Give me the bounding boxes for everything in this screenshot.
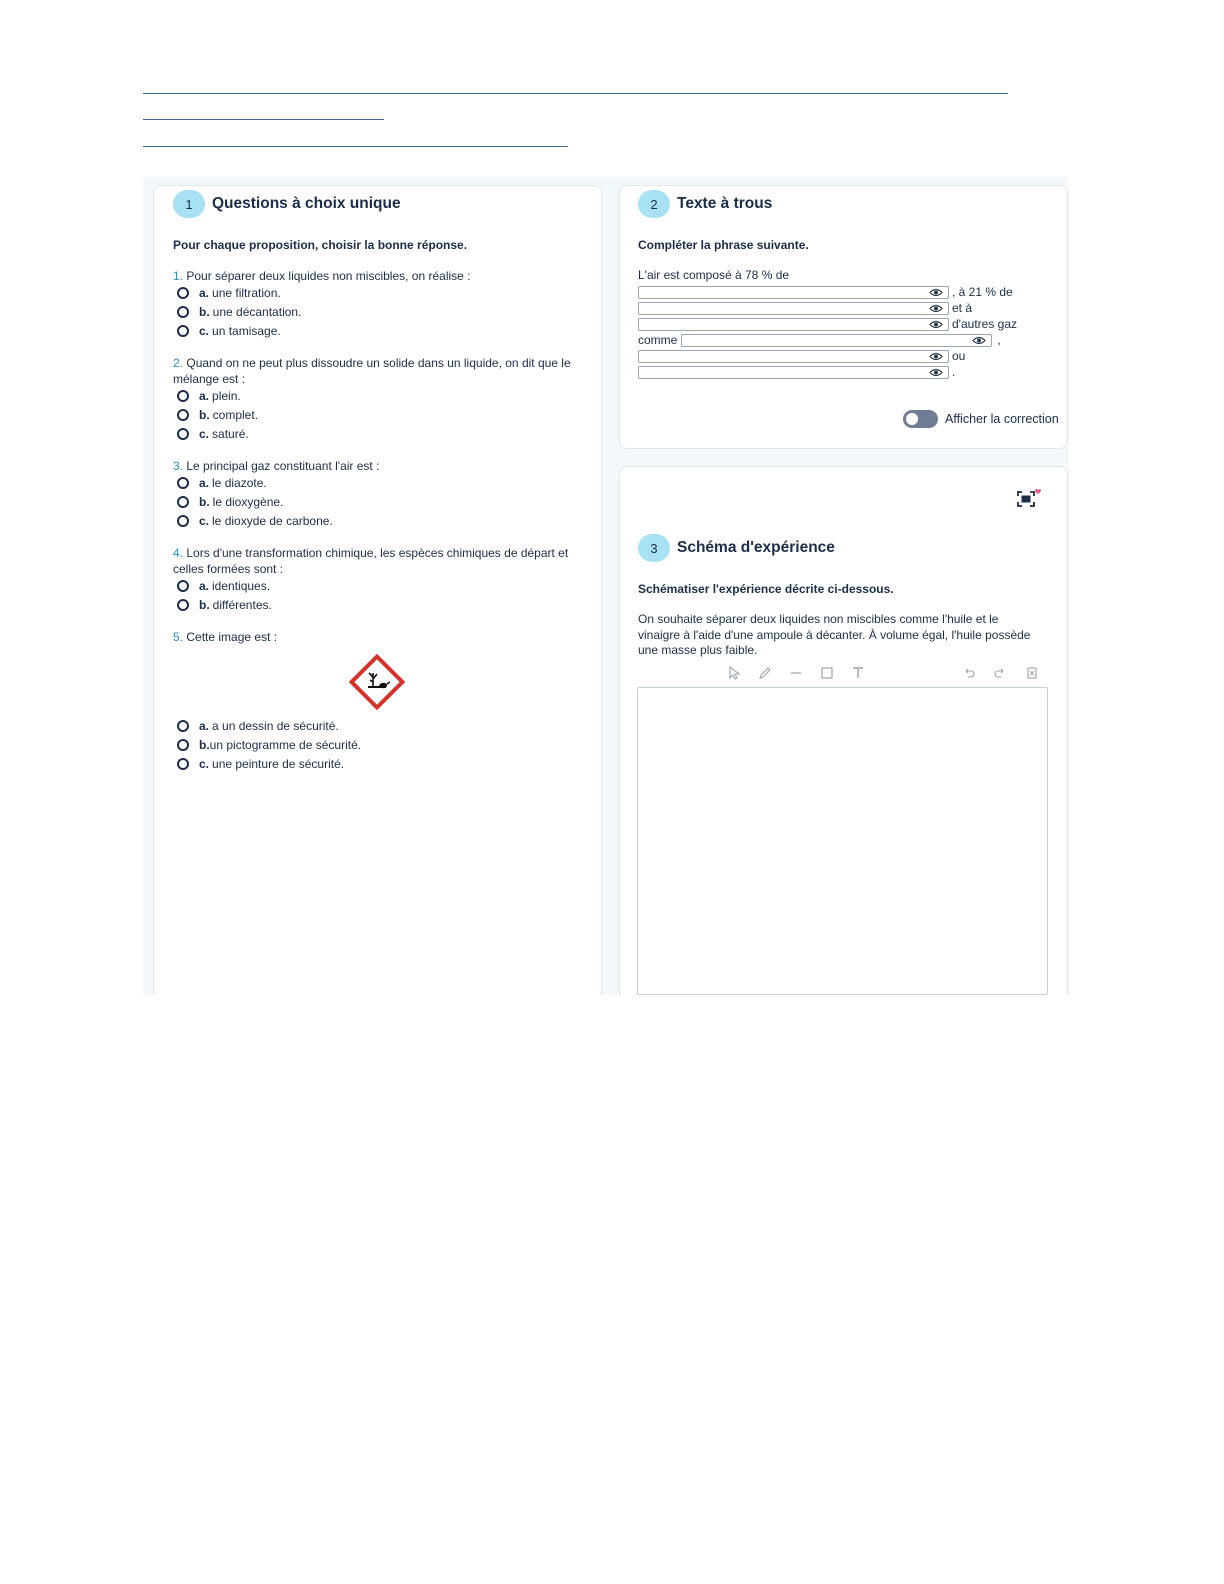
option-text: complet. (212, 408, 259, 423)
card-header (638, 534, 835, 562)
option-letter: b. (199, 305, 210, 320)
sentence-text: d'autres gaz (952, 317, 1017, 331)
sentence-text: et à (952, 301, 973, 315)
sentence-text: ou (952, 349, 966, 363)
eye-icon[interactable] (929, 304, 943, 313)
text-icon[interactable] (851, 666, 865, 680)
question (173, 458, 583, 530)
radio-button[interactable] (177, 325, 189, 337)
radio-button[interactable] (177, 739, 189, 751)
sentence-text: , (997, 333, 1001, 347)
answer-option[interactable] (177, 754, 583, 773)
option-letter: b. (199, 408, 210, 423)
answer-option[interactable] (177, 493, 583, 512)
card-header (638, 190, 772, 218)
page-background (0, 995, 1224, 1584)
question (173, 355, 583, 443)
radio-button[interactable] (177, 428, 189, 440)
question-number: 3. (173, 459, 184, 473)
answer-option[interactable] (177, 387, 583, 406)
option-letter: c. (199, 756, 210, 771)
blank-input[interactable] (638, 366, 949, 379)
exercise-description: On souhaite séparer deux liquides non miscibles comme l'huile et le vinaigre à l'aide d'une ampoule à décanter. À volume égal, l'huile possède une masse plus faible. (638, 612, 1031, 657)
sentence-text: L'air est composé à 78 % de (638, 268, 790, 282)
question (173, 545, 583, 614)
fill-row (638, 301, 972, 315)
answer-option[interactable] (177, 717, 583, 736)
option-text: un pictogramme de sécurité. (209, 738, 362, 753)
option-text: le dioxygène. (212, 495, 284, 510)
sentence-text: . (952, 365, 956, 379)
question-number: 4. (173, 546, 184, 560)
option-letter: c. (199, 513, 210, 528)
fill-row (638, 333, 1001, 347)
option-text: plein. (212, 389, 241, 404)
show-correction-toggle[interactable] (903, 410, 1059, 428)
eye-icon[interactable] (929, 320, 943, 329)
answer-line (143, 93, 1008, 94)
exercise-instruction: Pour chaque proposition, choisir la bonne réponse. (173, 238, 468, 252)
answer-option[interactable] (177, 406, 583, 425)
question-number: 1. (173, 269, 184, 283)
exercise-instruction: Schématiser l'expérience décrite ci-dessous. (638, 582, 894, 596)
eye-icon[interactable] (929, 352, 943, 361)
answer-option[interactable] (177, 577, 583, 596)
option-letter: c. (199, 323, 210, 338)
answer-option[interactable] (177, 736, 583, 755)
pencil-icon[interactable] (758, 666, 772, 680)
exercise-title: Questions à choix unique (212, 195, 401, 212)
question-text: Le principal gaz constituant l'air est : (186, 459, 380, 473)
answer-option[interactable] (177, 596, 583, 615)
blank-input[interactable] (638, 302, 949, 315)
radio-button[interactable] (177, 599, 189, 611)
question-text: Lors d'une transformation chimique, les espèces chimiques de départ et celles formées sont : (173, 546, 569, 576)
card-header (173, 190, 401, 218)
blank-input[interactable] (638, 286, 949, 299)
answer-option[interactable] (177, 474, 583, 493)
radio-button[interactable] (177, 515, 189, 527)
radio-button[interactable] (177, 580, 189, 592)
eye-icon[interactable] (972, 336, 986, 345)
sentence-text: , à 21 % de (952, 285, 1013, 299)
option-text: une décantation. (212, 305, 302, 320)
environment-hazard-icon (346, 651, 408, 713)
exercise-number-badge: 1 (173, 190, 205, 218)
rectangle-icon[interactable] (820, 666, 834, 680)
exercise-instruction: Compléter la phrase suivante. (638, 238, 809, 252)
answer-line (143, 119, 384, 120)
fill-row (638, 365, 955, 379)
question (173, 629, 583, 645)
fill-row (638, 285, 1013, 299)
radio-button[interactable] (177, 758, 189, 770)
eye-icon[interactable] (929, 368, 943, 377)
radio-button[interactable] (177, 287, 189, 299)
blank-input[interactable] (638, 350, 949, 363)
option-letter: a. (199, 719, 210, 734)
exercise-number-badge: 3 (638, 534, 670, 562)
fullscreen-icon[interactable] (1016, 488, 1042, 510)
option-text: une filtration. (212, 286, 281, 301)
answer-option[interactable] (177, 424, 583, 443)
blank-input[interactable] (681, 334, 992, 347)
line-icon[interactable] (789, 666, 803, 680)
trash-icon[interactable] (1025, 666, 1039, 680)
question-text: Cette image est : (186, 630, 278, 644)
question-options (173, 717, 583, 773)
cursor-icon[interactable] (727, 666, 741, 680)
sentence-text: comme (638, 333, 678, 347)
question-text: Quand on ne peut plus dissoudre un solide dans un liquide, on dit que le mélange est : (173, 356, 571, 386)
answer-line (143, 146, 568, 147)
option-text: saturé. (212, 426, 249, 441)
redo-icon[interactable] (993, 666, 1007, 680)
question (173, 268, 583, 340)
option-letter: a. (199, 476, 210, 491)
radio-button[interactable] (177, 720, 189, 732)
option-text: un tamisage. (212, 323, 281, 338)
option-text: identiques. (212, 579, 271, 594)
option-letter: a. (199, 579, 210, 594)
radio-button[interactable] (177, 409, 189, 421)
fill-row (638, 317, 1017, 331)
radio-button[interactable] (177, 390, 189, 402)
option-text: le diazote. (212, 476, 267, 491)
option-text: différentes. (212, 598, 272, 613)
toggle-switch[interactable] (903, 410, 938, 428)
radio-button[interactable] (177, 306, 189, 318)
answer-option[interactable] (177, 511, 583, 530)
option-text: le dioxyde de carbone. (212, 513, 333, 528)
option-letter: b. (199, 738, 210, 753)
radio-button[interactable] (177, 477, 189, 489)
undo-icon[interactable] (962, 666, 976, 680)
radio-button[interactable] (177, 496, 189, 508)
blank-input[interactable] (638, 318, 949, 331)
option-letter: a. (199, 389, 210, 404)
toggle-knob (906, 413, 918, 425)
option-letter: b. (199, 495, 210, 510)
question-number: 2. (173, 356, 184, 370)
drawing-canvas[interactable] (637, 687, 1048, 995)
option-text: une peinture de sécurité. (212, 756, 345, 771)
exercise-title: Schéma d'expérience (677, 539, 835, 556)
exercise-title: Texte à trous (677, 195, 773, 212)
option-letter: a. (199, 286, 210, 301)
exercise-number-badge: 2 (638, 190, 670, 218)
eye-icon[interactable] (929, 288, 943, 297)
question-text: Pour séparer deux liquides non miscibles, on réalise : (186, 269, 471, 283)
toggle-label: Afficher la correction (945, 412, 1059, 426)
fill-row (638, 349, 965, 363)
answer-option[interactable] (177, 303, 583, 322)
question-number: 5. (173, 630, 184, 644)
option-text: a un dessin de sécurité. (212, 719, 339, 734)
answer-option[interactable] (177, 284, 583, 303)
option-letter: c. (199, 426, 210, 441)
answer-option[interactable] (177, 321, 583, 340)
option-letter: b. (199, 598, 210, 613)
